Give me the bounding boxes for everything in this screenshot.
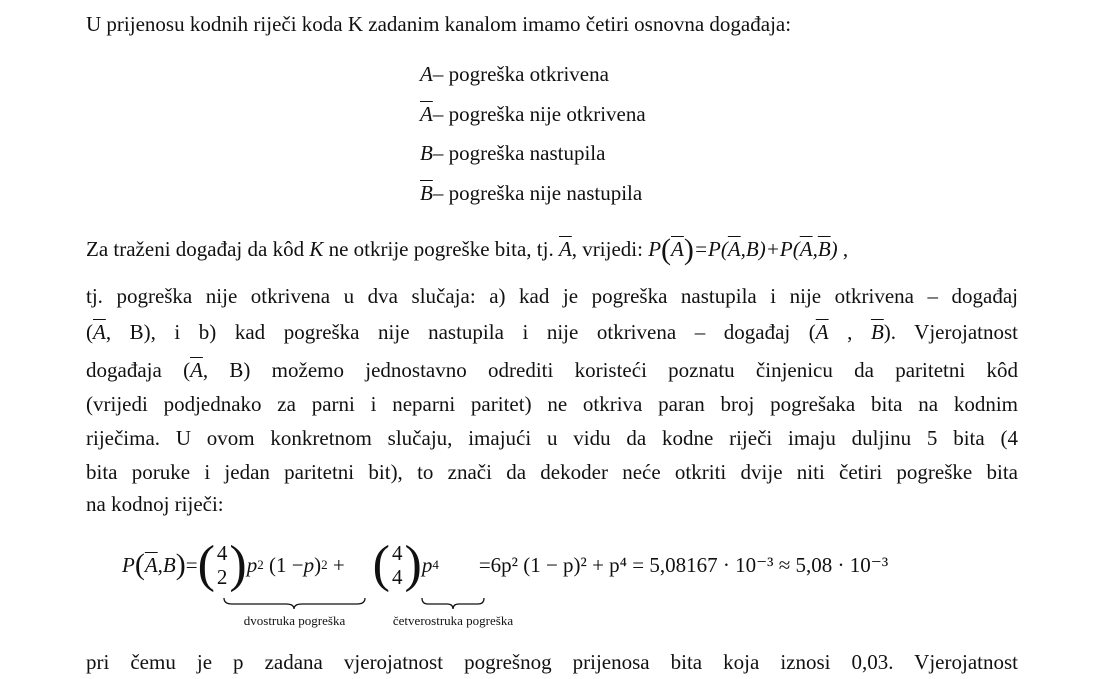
event-desc: – pogreška otkrivena bbox=[432, 62, 609, 86]
underbrace-quad bbox=[420, 596, 486, 610]
underbrace-double bbox=[222, 596, 367, 610]
event-desc: – pogreška nastupila bbox=[432, 141, 606, 165]
label-quad: četverostruka pogreška bbox=[392, 613, 514, 628]
event-symbol: $\overline{A}$ bbox=[420, 102, 433, 126]
last-line: pri čemu je p zadana vjerojatnost pogrešnog prijenosa bita koja iznosi 0,03. Vjerojatnost bbox=[86, 650, 1018, 674]
probability-equation: P ( $\overline{A}$ ,B ) = ( 4 2 ) p 2 (1 − p ) 2 + ( 4 4 ) p 4 =6p² (1 − p)² + p⁴ = 5,08167 · 10⁻³ ≈ 5,08 · 10⁻³ bbox=[122, 536, 889, 593]
probability-formula: $P(\overline{A})=P(\overline{A},B)+P(\overline{A},\overline{B})$ bbox=[648, 233, 838, 266]
label-double: dvostruka pogreška bbox=[243, 613, 346, 628]
paragraph-1: Za traženi događaj da kôd K ne otkrije pogreške bita, tj. $\overline{A}$, vrijedi: $P(\overline{A})=P(\overline{A},B)+P(\overline{A},\overline{B})$ , bbox=[86, 233, 849, 266]
event-desc: – pogreška nije otkrivena bbox=[432, 102, 646, 126]
event-symbol: B bbox=[420, 141, 433, 165]
binomial-4-2: ( 4 2 ) bbox=[197, 536, 247, 593]
document-page: U prijenosu kodnih riječi koda K zadanim kanalom imamo četiri osnovna događaja: A– pogreška otkrivena $\overline{A}-$ pogreška nije otkrivena B– pogreška nastupila $\overline{B}-$ pogreška nije nastupila Za traženi događaj da kôd K ne otkrije pogreške bita, tj. $\overline{A}$, vrijedi: $P(\overline{A})=P(\overline{A},B)+P(\overline{A},\overline{B})$ , tj. pogreška nije otkrivena u dva slučaja: a) kad je pogreška nastupila i nije otkrivena – događaj ($\overline{A}$, B), i b) kad pogreška nije nastupila i nije otkrivena – događaj ($\overline{A}$ , $\overline{B}$). Vjerojatnost događaja ($\overline{A}$, B) možemo jednostavno odrediti koristeći poznatu činjenicu da paritetni kôd (vrijedi podjednako za parni i neparni paritet) ne otkriva paran broj pogrešaka bita na kodnim riječima. U ovom konkretnom slučaju, imajući u vidu da kodne riječi imaju duljinu 5 bita (4 bita poruke i jedan paritetni bit), to znači da dekoder neće otkriti dvije niti četiri pogreške bita na kodnoj riječi: P ( $\overline{A}$ ,B ) = ( 4 2 ) p 2 (1 − p ) 2 + ( 4 4 ) p 4 =6p² (1 − p)² + p⁴ = 5,08167 · 10⁻³ ≈ 5,08 · 10⁻³ dvostruka pogreška četverostruka pogreška pri čemu je p zadana vjerojatnost pogrešnog prijenosa bita koja iznosi 0,03. Vjerojatnost bbox=[0, 0, 1100, 670]
event-desc: – pogreška nije nastupila bbox=[432, 181, 643, 205]
intro-paragraph: U prijenosu kodnih riječi koda K zadanim kanalom imamo četiri osnovna događaja: bbox=[86, 12, 792, 36]
event-b bbox=[420, 141, 605, 166]
event-not-b bbox=[420, 181, 642, 206]
event-symbol: $\overline{B}$ bbox=[420, 181, 433, 205]
binomial-4-4: ( 4 4 ) bbox=[372, 536, 422, 593]
event-symbol: A bbox=[420, 62, 433, 86]
equation-result: =6p² (1 − p)² + p⁴ = 5,08167 · 10⁻³ ≈ 5,08 · 10⁻³ bbox=[478, 552, 889, 577]
event-a bbox=[420, 62, 609, 87]
event-not-a bbox=[420, 102, 646, 127]
